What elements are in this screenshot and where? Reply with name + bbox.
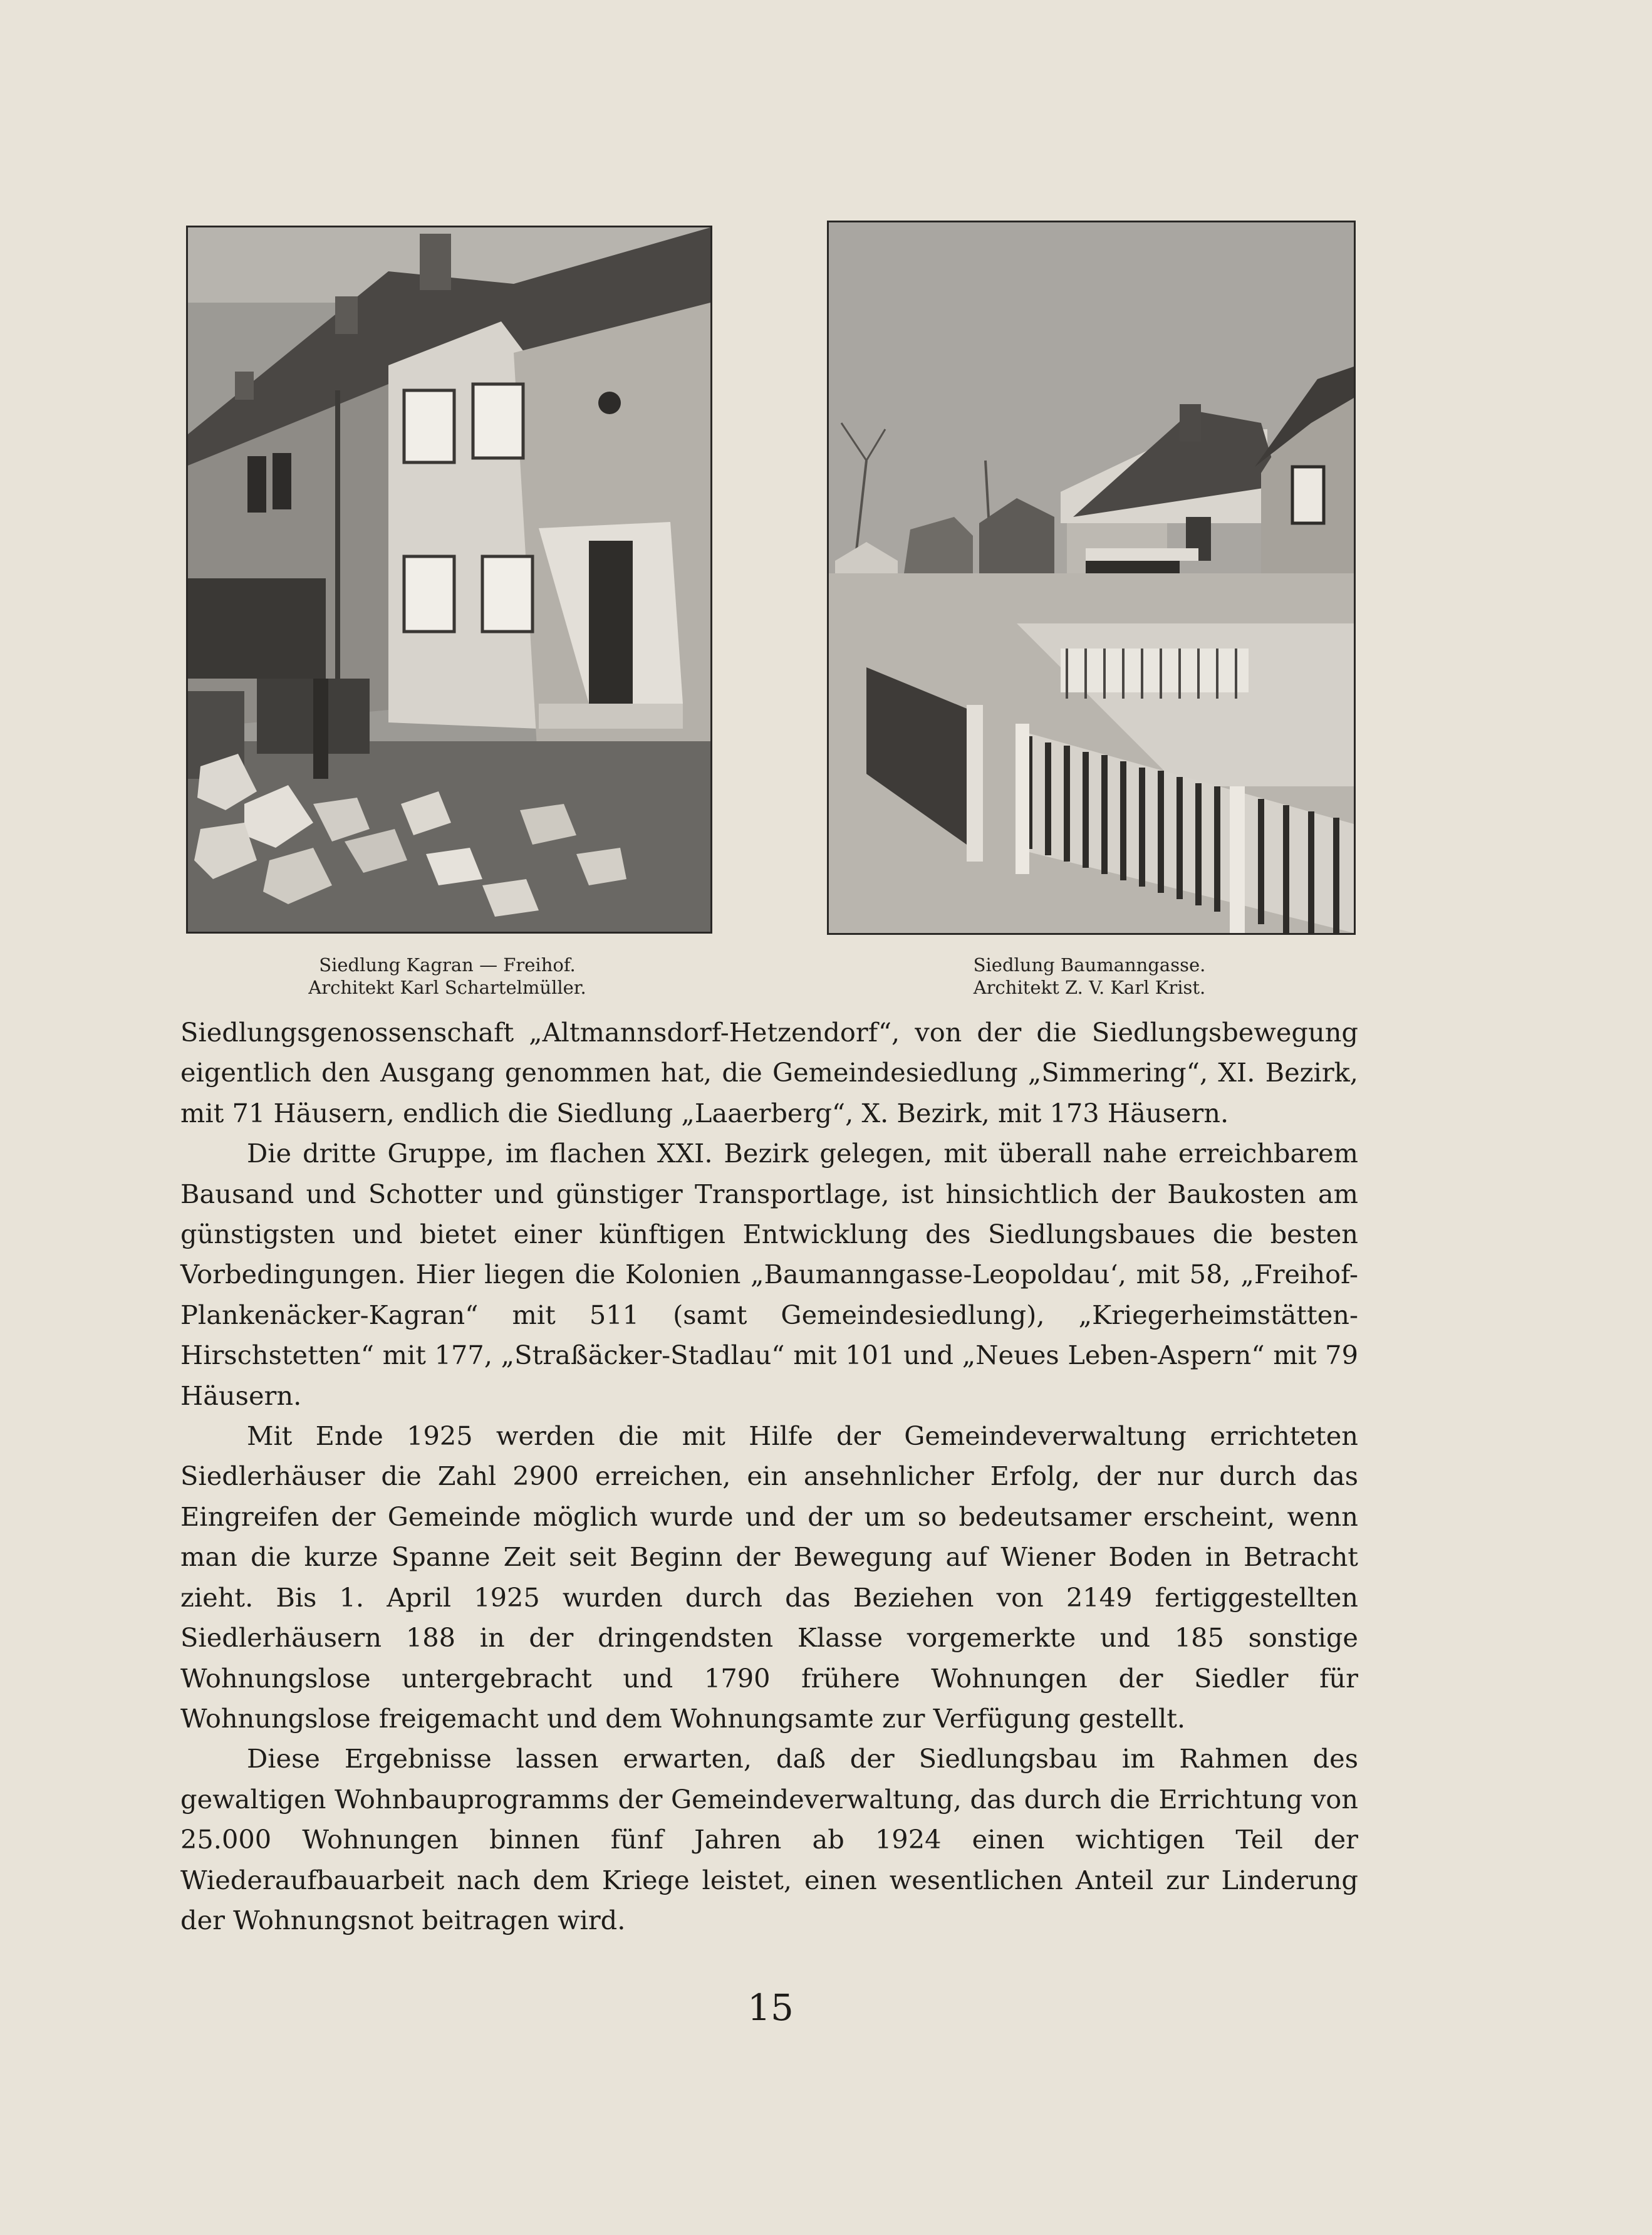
body-text <box>180 1013 1358 1941</box>
photo-caption-left <box>186 954 709 999</box>
caption-title: Siedlung Baumanngasse. <box>973 954 1206 976</box>
photo-baumanngasse <box>827 221 1356 935</box>
photo-kagran-freihof <box>186 226 712 934</box>
caption-architect: Architekt Z. V. Karl Krist. <box>973 977 1206 998</box>
photo-caption-right <box>827 954 1352 999</box>
paragraph: Diese Ergebnisse lassen erwarten, daß der Siedlungsbau im Rahmen des gewaltigen Wohnbauprogramms der Gemeindeverwaltung, das durch die Errichtung von 25.000 Wohnungen binnen fünf Jahren ab 1924 einen wichtigen Teil der Wiederaufbauarbeit nach dem Kriege leistet, einen wesentlichen Anteil zur Linderung der Wohnungsnot beitragen wird. <box>180 1743 1358 1935</box>
paragraph: Siedlungsgenossenschaft „Altmannsdorf-Hetzendorf“, von der die Siedlungsbewegung eigentlich den Ausgang genommen hat, die Gemeindesiedlung „Simmering“, XI. Bezirk, mit 71 Häusern, endlich die Siedlung „Laaerberg“, X. Bezirk, mit 173 Häusern. <box>180 1017 1358 1128</box>
caption-architect: Architekt Karl Schartelmüller. <box>308 977 586 998</box>
page-number: 15 <box>747 1986 794 2029</box>
paragraph: Mit Ende 1925 werden die mit Hilfe der Gemeindeverwaltung errichteten Siedlerhäuser die Zahl 2900 erreichen, ein ansehnlicher Erfolg, der nur durch das Eingreifen der Gemeinde möglich wurde und der um so bedeutsamer erscheint, wenn man die kurze Spanne Zeit seit Beginn der Bewegung auf Wiener Boden in Betracht zieht. Bis 1. April 1925 wurden durch das Beziehen von 2149 fertiggestellten Siedlerhäusern 188 in der dringendsten Klasse vorgemerkte und 185 sonstige Wohnungslose untergebracht und 1790 frühere Wohnungen der Siedler für Wohnungslose freigemacht und dem Wohnungsamte zur Verfügung gestellt. <box>180 1420 1358 1734</box>
paragraph: Die dritte Gruppe, im flachen XXI. Bezirk gelegen, mit überall nahe erreichbarem Bausand und Schotter und günstiger Transportlage, ist hinsichtlich der Baukosten am günstigsten und bietet einer künftigen Entwicklung des Siedlungsbaues die besten Vorbedingungen. Hier liegen die Kolonien „Baumanngasse-Leopoldau‘, mit 58, „Freihof-Plankenäcker-Kagran“ mit 511 (samt Gemeindesiedlung), „Kriegerheimstätten-Hirschstetten“ mit 177, „Straßäcker-Stadlau“ mit 101 und „Neues Leben-Aspern“ mit 79 Häusern. <box>180 1138 1358 1411</box>
caption-title: Siedlung Kagran — Freihof. <box>319 954 576 976</box>
